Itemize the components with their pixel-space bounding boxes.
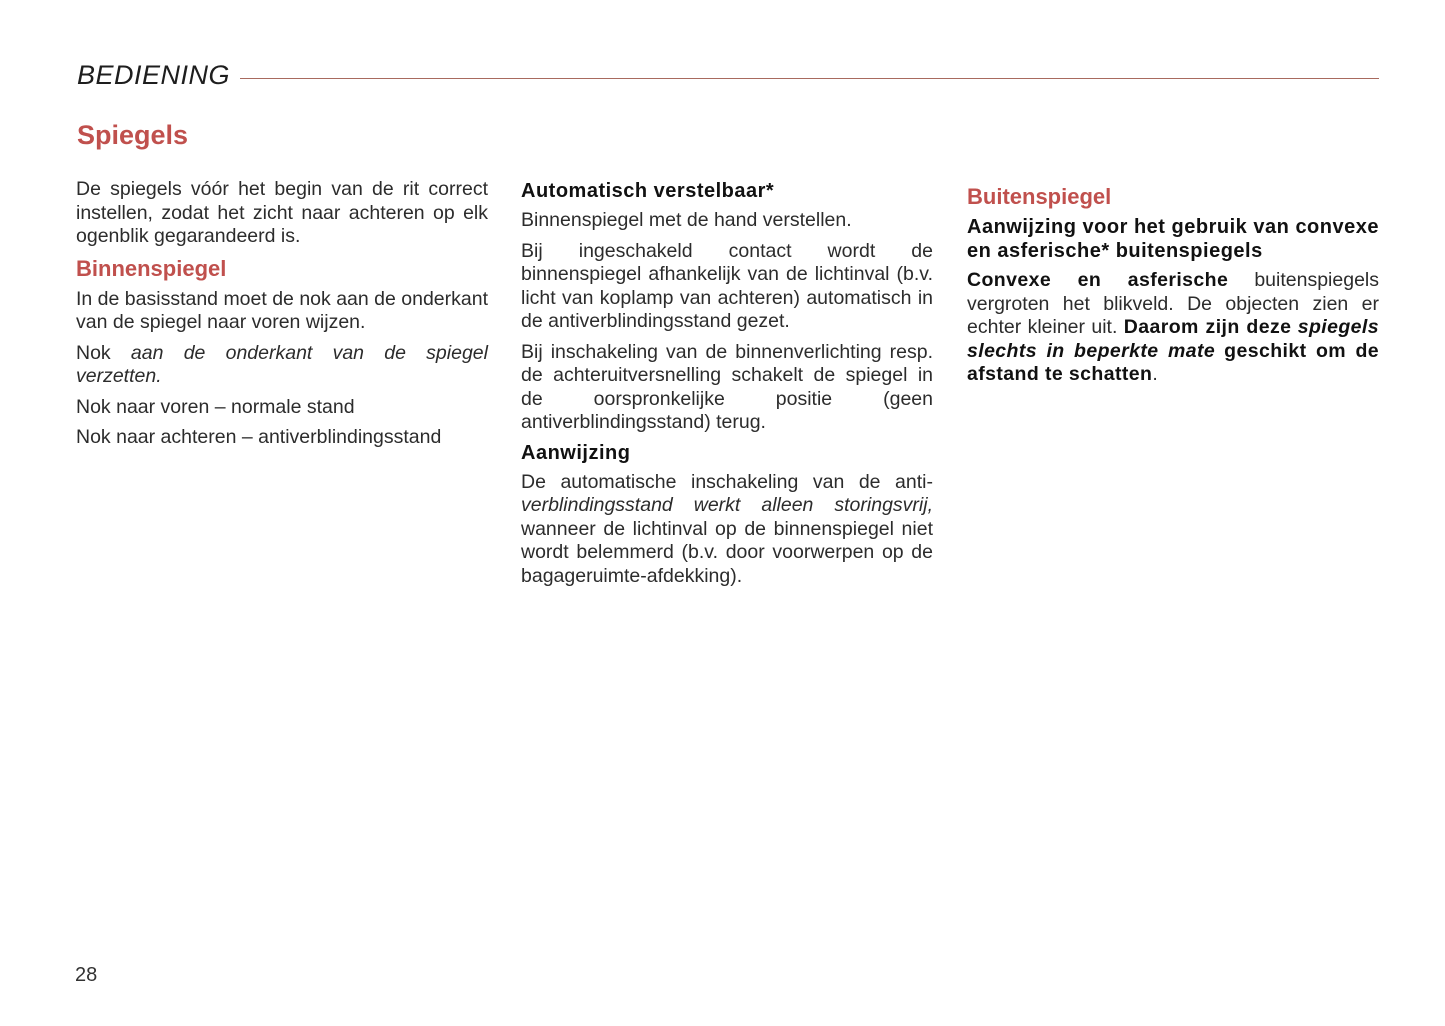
warning-bold-italic: spiegels slechts in beperkte mate [967,316,1379,362]
heading-convex-mirror-note: Aanwijzing voor het gebruik van convexe en asferische* buitenspiegels [967,216,1379,262]
reset-paragraph: Bij inschakeling van de binnenverlichting resp. de achteruitversnelling schakelt de spiegel in de oorspronkelijke positie (geen antiverblindingsstand) terug. [521,340,933,433]
nok-instruction-italic: aan de onderkant van de spiegel verzetten. [76,341,488,387]
column-2 [521,178,933,595]
page-number: 28 [75,964,98,986]
column-3 [967,178,1379,394]
auto-dimming-paragraph: Bij ingeschakeld contact wordt de binnenspiegel afhankelijk van de lichtinval (b.v. licht van koplamp van achteren) automatisch in de antiverblindingsstand gezet. [521,239,933,332]
convex-lead-bold: Convexe en asferische [967,269,1229,291]
warning-bold-1: Daarom zijn deze [1123,316,1292,338]
header-rule [240,78,1379,79]
convex-mirror-paragraph [967,269,1379,387]
hyphen: - [926,470,933,493]
note-part-1: De automatische inschakeling van de anti [521,470,927,493]
manual-adjust-paragraph: Binnenspiegel met de hand verstellen. [521,209,852,231]
column-1 [76,178,488,457]
heading-automatisch-verstelbaar: Automatisch verstelbaar* [521,180,775,202]
section-title-buitenspiegel: Buitenspiegel [967,184,1112,209]
warning-bold-2: geschikt om de afstand te schatten [967,339,1379,385]
nok-voren-item: Nok naar voren – normale stand [76,395,355,418]
heading-aanwijzing: Aanwijzing [521,441,631,464]
page-title: Spiegels [77,120,189,150]
nok-achteren-item: Nok naar achteren – antiverblindingsstand [76,426,442,448]
convex-text: buitenspiegels vergroten het blikveld. De objecten zien er echter kleiner uit. [967,269,1379,338]
running-header [77,58,1379,92]
note-paragraph [521,471,933,589]
warning-end: . [1152,363,1158,385]
basisstand-paragraph: In de basisstand moet de nok aan de onderkant van de spiegel naar voren wijzen. [76,287,488,333]
nok-instruction [76,342,488,389]
note-italic: verblindingsstand werkt alleen storingsvrij, [521,494,933,516]
section-title-binnenspiegel: Binnenspiegel [76,255,227,281]
chapter-title: BEDIENING [77,59,231,90]
note-part-2: wanneer de lichtinval op de binnenspiegel niet wordt belemmerd (b.v. door voorwerpen op de bagageruimte-afdekking). [521,517,933,587]
nok-lead: Nok [76,341,131,364]
intro-paragraph: De spiegels vóór het begin van de rit correct instellen, zodat het zicht naar achteren op elk ogenblik gegarandeerd is. [76,178,488,247]
